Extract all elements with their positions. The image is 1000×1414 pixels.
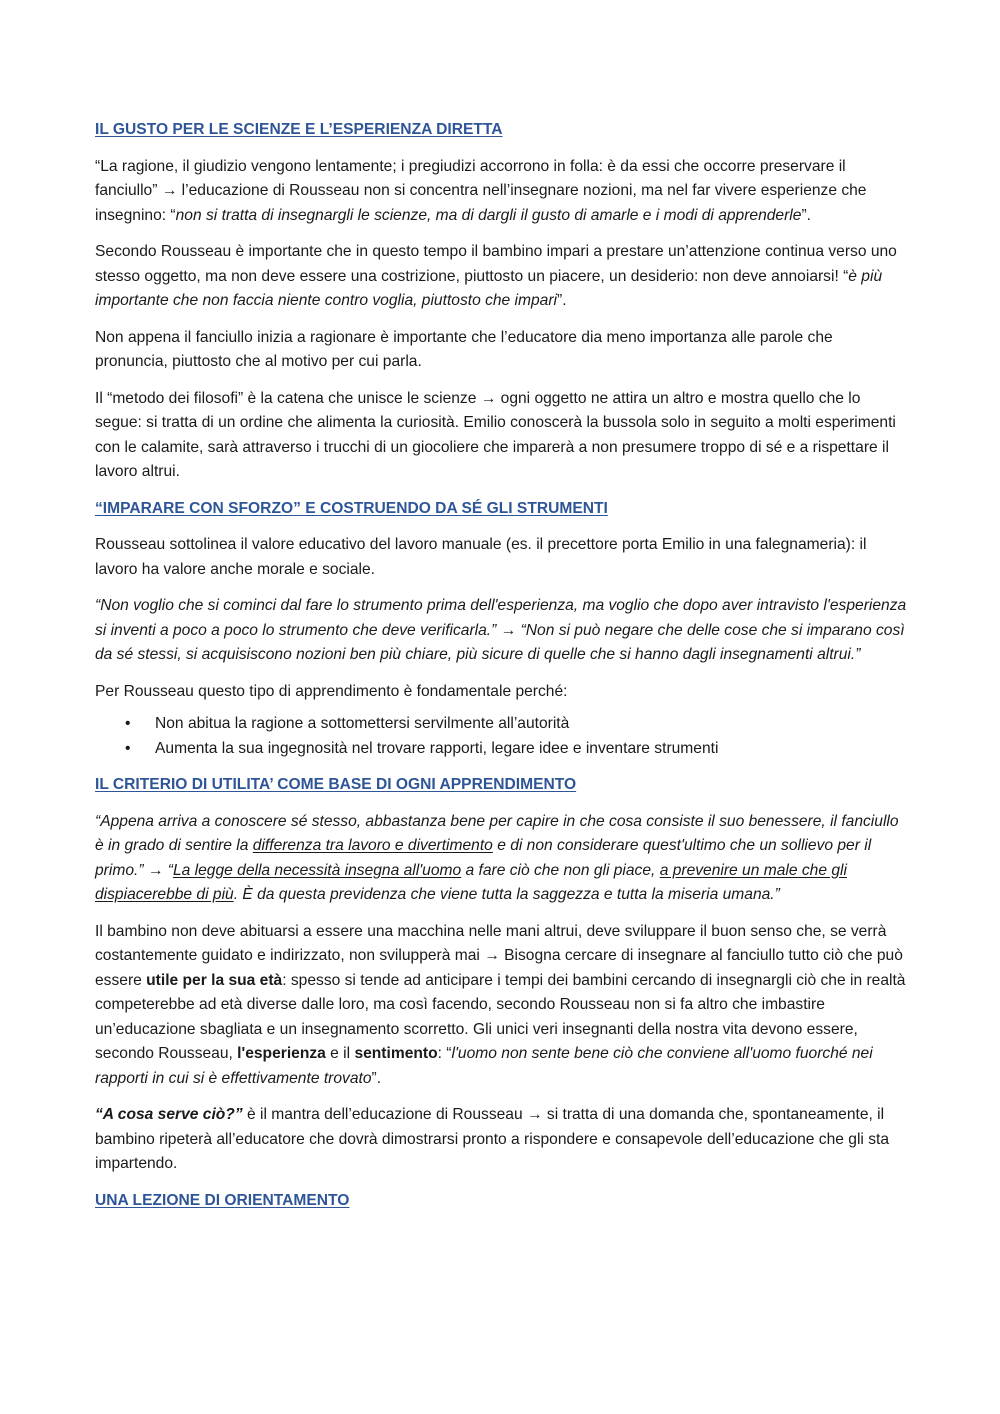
text-span: : “ [437,1045,452,1062]
text-span: ”. [801,206,811,224]
paragraph-lavoro-manuale: Rousseau sottolinea il valore educativo del lavoro manuale (es. il precettore porta Emilio in una falegnameria): il lavoro ha valore anche morale e sociale. [95,536,867,578]
paragraph-a-cosa-serve [95,1103,907,1177]
paragraph-macchina-mani-altrui [95,920,907,1092]
underlined-text: differenza tra lavoro e divertimento [252,837,493,854]
arrow-right-icon: → [480,389,497,407]
text-span: e di non considerare quest'ultimo che un sollievo per il primo.” [95,837,872,879]
bullet-icon: • [125,739,131,757]
text-span: e il [325,1045,355,1062]
text-span: l’educazione di Rousseau non si concentra nell’insegnare nozioni, ma nel far vivere esperienze che insegnino: “ [95,182,867,224]
bold-italic-text: “A cosa serve ciò?” [95,1106,243,1123]
text-span: “Appena arriva a conoscere sé stesso, abbastanza bene per capire in che cosa consiste il suo benessere, il fanciullo è in grado di sentire la [95,812,899,854]
list-item-text: Aumenta la sua ingegnosità nel trovare rapporti, legare idee e inventare strumenti [155,739,719,757]
bold-text: l'esperienza [237,1045,326,1062]
bold-text: utile per la sua età [146,971,283,989]
text-span: ogni oggetto ne attira un altro e mostra quello che lo segue: si tratta di un ordine che alimenta la curiosità. Emilio conoscerà la bussola solo in seguito a molti esperimenti con le calamite, sarà attraverso i trucchi di un giocoliere che imparerà a non presumere troppo di sé e a rispettare il lavoro altrui. [95,389,896,480]
bold-text: sentimento [354,1045,438,1062]
paragraph-metodo-filosofi [95,387,907,485]
bullet-icon: • [125,715,131,732]
italic-quote: non si tratta di insegnargli le scienze, ma di dargli il gusto di amarle e i modi di apprenderle [175,206,802,224]
arrow-right-icon: → [147,861,164,879]
text-span: Secondo Rousseau è importante che in questo tempo il bambino impari a prestare un’attenzione continua verso uno stesso oggetto, ma non deve essere una costrizione, piuttosto un piacere, un desiderio: non deve annoiarsi! “ [95,243,897,285]
text-span: Il “metodo dei filosofi” è la catena che unisce le scienze [95,389,481,407]
arrow-right-icon: → [484,947,500,964]
text-span: Il bambino non deve abituarsi a essere una macchina nelle mani altrui, deve sviluppare il buon senso che, se verrà costantemente guidato e indirizzato, non svilupperà mai [95,922,887,964]
section-heading-criterio-utilita: IL CRITERIO DI UTILITA’ COME BASE DI OGNI APPRENDIMENTO [95,776,577,793]
section-heading-imparare-con-sforzo: “IMPARARE CON SFORZO” E COSTRUENDO DA SÉ GLI STRUMENTI [95,499,608,517]
section-heading-gusto-scienze: IL GUSTO PER LE SCIENZE E L’ESPERIENZA DIRETTA [95,121,503,138]
paragraph-citazione-strumento [95,594,907,668]
underlined-text: La legge della necessità insegna all'uomo [172,861,462,879]
arrow-right-icon: → [526,1106,543,1123]
text-span: a fare ciò che non gli piace, [461,861,660,879]
arrow-right-icon: → [161,182,178,199]
paragraph-ragionare: Non appena il fanciullo inizia a ragionare è importante che l’educatore dia meno importanza alle parole che pronuncia, piuttosto che al motivo per cui parla. [95,328,833,370]
underlined-text: a prevenire un male che gli dispiacerebbe di più [95,861,847,903]
text-span: “Non si può negare che delle cose che si imparano così da sé stessi, si acquisiscono nozioni ben più chiare, più sicure di quelle che si hanno dagli insegnamenti altrui.” [95,621,905,663]
text-span: Bisogna cercare di insegnare al fanciullo tutto ciò che può essere [95,947,903,989]
list-item [95,712,907,737]
text-span: “Non voglio che si cominci dal fare lo strumento prima dell'esperienza, ma voglio che dopo aver intravisto l'esperienza si inventi a poco a poco lo strumento che deve verificarla.” [95,597,907,639]
text-span: ”. [371,1069,382,1087]
list-item [95,737,907,762]
paragraph-attenzione-continua [95,240,907,314]
paragraph-apprendimento-fondamentale: Per Rousseau questo tipo di apprendimento è fondamentale perché: [95,682,568,700]
text-span: “La ragione, il giudizio vengono lentamente; i pregiudizi accorrono in folla: è da essi che occorre preservare il fanciullo” [95,157,846,199]
document-page [95,118,907,1225]
text-span: : spesso si tende ad anticipare i tempi dei bambini cercando di insegnargli ciò che in realtà competerebbe ad età diverse dalle loro, ma così facendo, secondo Rousseau non si fa altro che imbastire un’educazione sbagliata e un insegnamento scorretto. Gli unici veri insegnanti della nostra vita devono essere, secondo Rousseau, [95,971,906,1062]
paragraph-ragione-giudizio [95,155,907,229]
italic-quote: l'uomo non sente bene ciò che conviene all'uomo fuorché nei rapporti in cui si è effettivamente trovato [95,1045,873,1087]
list-item-text: Non abitua la ragione a sottomettersi servilmente all’autorità [155,715,570,732]
paragraph-citazione-benessere [95,810,907,908]
text-span: ”. [557,292,567,309]
text-span: si tratta di una domanda che, spontaneamente, il bambino ripeterà all’educatore che dovrà dimostrarsi pronto a rispondere e consapevole dell’educazione che gli sta impartendo. [95,1106,890,1172]
italic-quote: è più importante che non faccia niente contro voglia, piuttosto che impari [95,267,883,309]
text-span: “ [163,861,173,879]
arrow-right-icon: → [500,621,517,639]
bullet-list [95,712,907,761]
section-heading-lezione-orientamento: UNA LEZIONE DI ORIENTAMENTO [95,1191,350,1209]
text-span: . È da questa previdenza che viene tutta la saggezza e tutta la miseria umana.” [233,886,780,903]
text-span: è il mantra dell’educazione di Rousseau [242,1106,527,1123]
